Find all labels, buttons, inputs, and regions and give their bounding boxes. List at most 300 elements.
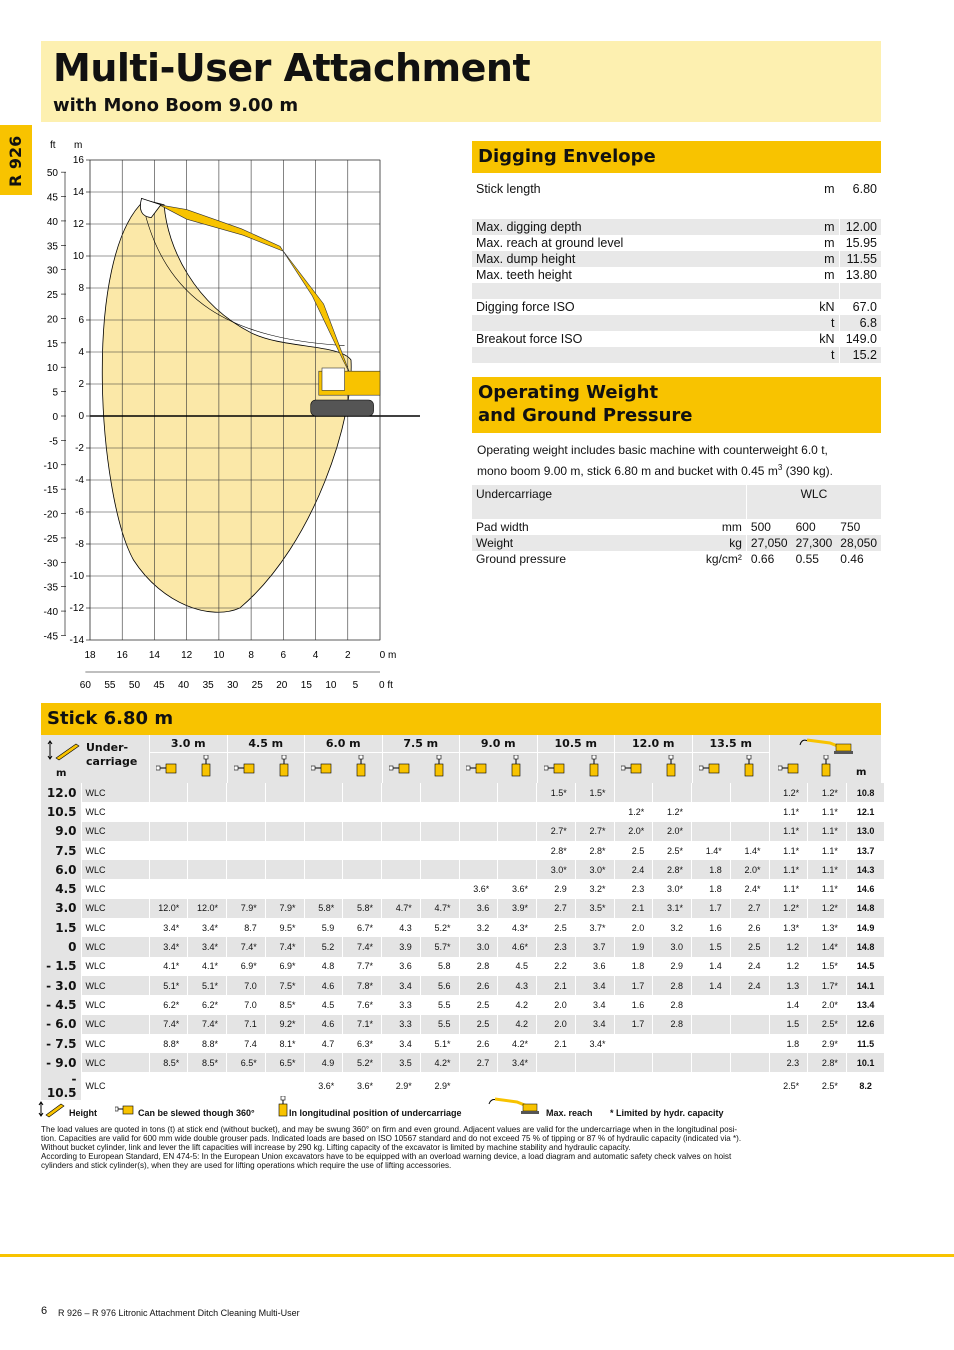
lift-value: 2.8 — [653, 976, 692, 995]
radius-column-header — [614, 735, 692, 783]
lift-value: 1.9 — [614, 937, 653, 956]
lift-value: 5.8 — [420, 957, 459, 976]
lift-value: 7.9* — [227, 899, 266, 918]
lift-value — [459, 860, 498, 879]
lift-value: 5.1* — [149, 976, 188, 995]
lift-value: 2.9 — [537, 879, 576, 898]
de-unit: m — [799, 219, 839, 235]
lift-value: 2.8* — [537, 841, 576, 860]
lift-header — [41, 735, 881, 783]
lift-value: 1.2* — [769, 899, 808, 918]
lift-value: 2.4 — [614, 860, 653, 879]
lift-value — [343, 783, 382, 802]
note-line: According to European Standard, EN 474-5: In the European Union excavators have to be equipped with an overload warning device, a load diagram and automatic safety check valves on hoist — [41, 1152, 732, 1161]
lift-value: 3.4* — [188, 937, 227, 956]
de-label — [472, 203, 799, 219]
de-value: 11.55 — [839, 251, 881, 267]
radius-label: 4.5 m — [228, 735, 305, 753]
lift-value — [188, 841, 227, 860]
lift-undercarriage: WLC — [81, 1072, 149, 1100]
lift-value: 1.8 — [692, 879, 731, 898]
de-unit: m — [799, 181, 839, 197]
de-unit: kN — [799, 331, 839, 347]
x-ft-tick: 35 — [202, 680, 214, 691]
legend — [41, 1100, 881, 1122]
lift-height: 12.0 — [41, 783, 81, 802]
lift-value: 2.6 — [459, 976, 498, 995]
lift-value: 2.8 — [653, 1015, 692, 1034]
lift-undercarriage: WLC — [81, 918, 149, 937]
lift-value: 2.7* — [575, 822, 614, 841]
lift-value — [382, 783, 421, 802]
ft-tick: -25 — [43, 533, 58, 545]
lift-value: 12.0* — [149, 899, 188, 918]
lift-value: 2.5* — [808, 1015, 847, 1034]
x-ft-tick: 30 — [227, 680, 239, 691]
de-unit: m — [799, 235, 839, 251]
slew-legend-icon — [115, 1103, 137, 1117]
lift-value — [343, 822, 382, 841]
lift-value: 2.0* — [730, 860, 769, 879]
operating-weight-title — [472, 377, 881, 433]
lift-value — [459, 802, 498, 821]
lift-value: 3.0* — [537, 860, 576, 879]
lift-value: 3.3 — [382, 995, 421, 1014]
lift-value: 7.4 — [227, 1034, 266, 1053]
ow-undercarriage-label: Undercarriage — [472, 485, 746, 519]
height-unit-header: m — [56, 768, 67, 779]
lift-value: 1.2 — [769, 957, 808, 976]
lift-value: 4.5 — [304, 995, 343, 1014]
lift-value: 3.7 — [575, 937, 614, 956]
ft-tick: -35 — [43, 582, 58, 594]
undercarriage-header-2: carriage — [86, 755, 138, 768]
de-label: Max. digging depth — [472, 219, 799, 235]
de-label — [472, 283, 799, 299]
lift-value: 2.9* — [382, 1072, 421, 1100]
lift-capacity-section — [41, 703, 881, 1100]
lift-max-reach: 10.8 — [846, 783, 885, 802]
lift-value — [382, 822, 421, 841]
lift-undercarriage: WLC — [81, 841, 149, 860]
de-unit — [799, 203, 839, 219]
max-reach-icon — [798, 735, 858, 755]
de-value — [839, 283, 881, 299]
legend-limited: * Limited by hydr. capacity — [610, 1108, 724, 1118]
lift-value: 8.5* — [149, 1053, 188, 1072]
legend-height: Height — [69, 1108, 97, 1118]
lift-value: 4.3 — [382, 918, 421, 937]
de-unit: m — [799, 251, 839, 267]
lift-undercarriage: WLC — [81, 995, 149, 1014]
ft-tick: 20 — [46, 314, 58, 326]
legend-longitudinal: In longitudinal position of undercarriage — [289, 1108, 462, 1118]
lift-height: 6.0 — [41, 860, 81, 879]
ft-tick: 45 — [46, 192, 58, 204]
ow-val2: 0.55 — [795, 552, 819, 566]
lift-value: 3.6* — [343, 1072, 382, 1100]
ow-text-sup: 3 — [777, 463, 783, 472]
lift-value: 7.0 — [227, 976, 266, 995]
lift-undercarriage: WLC — [81, 783, 149, 802]
lift-row — [41, 841, 885, 860]
lift-value: 3.4 — [575, 995, 614, 1014]
lift-row — [41, 957, 885, 976]
slew-icon — [699, 761, 725, 775]
de-label: Max. teeth height — [476, 268, 572, 282]
ow-val2: 600 — [795, 520, 816, 534]
lift-height: - 1.5 — [41, 957, 81, 976]
lift-max-reach: 13.0 — [846, 822, 885, 841]
slew-icon — [389, 761, 415, 775]
slew-icon — [778, 761, 804, 775]
x-ft-tick: 40 — [178, 680, 190, 691]
de-value: 15.2 — [839, 347, 881, 363]
lift-value: 2.8* — [808, 1053, 847, 1072]
radius-label: 9.0 m — [460, 735, 537, 753]
lift-value: 5.5 — [420, 995, 459, 1014]
lift-value: 2.8 — [459, 957, 498, 976]
lift-value: 4.1* — [188, 957, 227, 976]
lift-value: 2.9* — [420, 1072, 459, 1100]
lift-value — [692, 995, 731, 1014]
lift-value: 1.8 — [614, 957, 653, 976]
m-tick: -12 — [69, 603, 84, 614]
lift-value — [575, 1072, 614, 1100]
lift-value — [730, 1053, 769, 1072]
envelope-svg — [36, 136, 456, 696]
lift-max-reach: 8.2 — [846, 1072, 885, 1100]
lift-value — [382, 802, 421, 821]
ft-tick: 15 — [46, 338, 58, 350]
digging-envelope-row — [472, 235, 881, 251]
lift-value: 1.2* — [614, 802, 653, 821]
radius-column-header — [382, 735, 460, 783]
lift-row — [41, 995, 885, 1014]
m-tick: -6 — [75, 507, 84, 518]
lift-value: 3.6* — [498, 879, 537, 898]
radius-label: 12.0 m — [615, 735, 692, 753]
lift-value — [265, 841, 304, 860]
ft-tick: 0 — [52, 412, 58, 423]
de-unit: t — [799, 315, 839, 331]
reach-unit-header: m — [856, 767, 867, 778]
lift-height: 1.5 — [41, 918, 81, 937]
lift-value — [575, 802, 614, 821]
de-label: Breakout force ISO — [476, 332, 583, 346]
lift-value: 6.5* — [227, 1053, 266, 1072]
lift-value: 2.6 — [730, 918, 769, 937]
lift-value — [304, 841, 343, 860]
longitudinal-icon — [510, 755, 522, 777]
de-label: Max. dump height — [472, 251, 799, 267]
lift-value: 3.2 — [653, 918, 692, 937]
x-m-tick: 4 — [312, 650, 319, 661]
lift-value: 12.0* — [188, 899, 227, 918]
lift-value: 3.4 — [382, 1034, 421, 1053]
de-label: Digging force ISO — [476, 300, 575, 314]
de-value: 6.80 — [852, 182, 877, 196]
lift-value: 3.4 — [575, 976, 614, 995]
lift-value — [188, 860, 227, 879]
lift-row — [41, 879, 885, 898]
ft-tick: -40 — [43, 607, 58, 619]
lift-undercarriage: WLC — [81, 976, 149, 995]
de-value — [839, 203, 881, 219]
lift-value: 2.9 — [653, 957, 692, 976]
m-tick: -10 — [69, 571, 84, 582]
lift-value — [614, 1034, 653, 1053]
slew-icon — [466, 761, 492, 775]
lift-value — [265, 783, 304, 802]
lift-value: 1.7 — [692, 899, 731, 918]
lift-value: 1.7 — [614, 976, 653, 995]
lift-value — [149, 1072, 188, 1100]
lift-value: 2.5* — [808, 1072, 847, 1100]
lift-value — [265, 822, 304, 841]
lift-value: 2.0 — [614, 918, 653, 937]
lift-value — [730, 995, 769, 1014]
lift-value — [730, 1072, 769, 1100]
lift-value — [498, 802, 537, 821]
lift-value: 5.8* — [343, 899, 382, 918]
digging-envelope-row — [472, 299, 881, 315]
lift-value — [188, 802, 227, 821]
lift-value — [420, 841, 459, 860]
lift-value: 2.5 — [614, 841, 653, 860]
lift-value — [459, 783, 498, 802]
ft-tick: 10 — [46, 363, 58, 375]
m-tick: 8 — [78, 283, 84, 294]
digging-envelope-table — [472, 181, 881, 363]
lift-value: 1.7 — [614, 1015, 653, 1034]
de-value: 67.0 — [852, 300, 877, 314]
lift-value: 2.1 — [537, 976, 576, 995]
lift-value: 2.5 — [459, 1015, 498, 1034]
lift-value — [188, 822, 227, 841]
lift-value: 3.0* — [575, 860, 614, 879]
lift-value — [730, 1015, 769, 1034]
ft-tick: 50 — [46, 168, 58, 180]
lift-value — [304, 860, 343, 879]
lift-value: 2.8* — [653, 860, 692, 879]
lift-value: 1.4 — [692, 957, 731, 976]
undercarriage-header-1: Under- — [86, 741, 129, 754]
lift-value — [265, 879, 304, 898]
lift-value — [343, 802, 382, 821]
lift-value: 7.4* — [227, 937, 266, 956]
lift-height: - 9.0 — [41, 1053, 81, 1072]
lift-value: 2.1 — [614, 899, 653, 918]
lift-value: 1.1* — [769, 802, 808, 821]
lift-value: 4.3* — [498, 918, 537, 937]
lift-value: 4.6 — [304, 976, 343, 995]
lift-value: 1.4 — [692, 976, 731, 995]
lift-value: 7.4* — [188, 1015, 227, 1034]
lift-height: 3.0 — [41, 899, 81, 918]
lift-value — [692, 802, 731, 821]
de-unit: m — [799, 267, 839, 283]
ft-tick: -30 — [43, 558, 58, 570]
de-value: 12.00 — [839, 219, 881, 235]
lift-value — [382, 860, 421, 879]
lift-value: 2.7 — [459, 1053, 498, 1072]
m-tick: 0 — [78, 411, 84, 422]
lift-value: 7.7* — [343, 957, 382, 976]
radius-label: 7.5 m — [383, 735, 460, 753]
lift-value: 8.5* — [265, 995, 304, 1014]
lift-height: 10.5 — [41, 802, 81, 821]
lift-value: 1.5 — [692, 937, 731, 956]
longitudinal-legend-icon — [277, 1096, 289, 1118]
lift-undercarriage: WLC — [81, 937, 149, 956]
lift-value: 3.4* — [149, 918, 188, 937]
lift-value: 3.4* — [188, 918, 227, 937]
lift-value: 2.7 — [537, 899, 576, 918]
lift-value: 3.6* — [459, 879, 498, 898]
note-line: The load values are quoted in tons (t) at stick end (without bucket), and may be swung 360° on firm and even ground. Adjacent values are valid for the undercarriage when in the longitudinal posi- — [41, 1125, 738, 1134]
lift-value — [227, 1072, 266, 1100]
operating-weight-text — [472, 442, 881, 480]
de-label — [472, 347, 799, 363]
lift-value — [420, 860, 459, 879]
lift-value — [304, 783, 343, 802]
ow-text-a: mono boom 9.00 m, stick 6.80 m and bucket with 0.45 m — [477, 464, 778, 478]
lift-value: 2.9* — [808, 1034, 847, 1053]
lift-value — [343, 860, 382, 879]
page-title: Multi-User Attachment — [53, 46, 531, 90]
lift-value: 3.4 — [575, 1015, 614, 1034]
lift-value: 3.4 — [382, 976, 421, 995]
lift-value — [614, 1072, 653, 1100]
side-tab — [0, 125, 32, 195]
lift-value: 7.0 — [227, 995, 266, 1014]
ft-tick: -45 — [43, 631, 58, 643]
lift-row — [41, 1015, 885, 1034]
lift-height: - 6.0 — [41, 1015, 81, 1034]
lift-value: 4.2 — [498, 1015, 537, 1034]
lift-value — [382, 841, 421, 860]
x-m-tick: 8 — [248, 650, 254, 661]
x-ft-tick: 45 — [153, 680, 165, 691]
lift-value: 2.2 — [537, 957, 576, 976]
radius-label: 6.0 m — [305, 735, 382, 753]
lift-value: 7.1 — [227, 1015, 266, 1034]
m-tick: 10 — [72, 251, 84, 262]
lift-max-reach: 11.5 — [846, 1034, 885, 1053]
lift-height: - 10.5 — [41, 1072, 81, 1100]
ow-val3: 0.46 — [840, 552, 864, 566]
lift-value — [227, 841, 266, 860]
radius-column-header — [537, 735, 615, 783]
legend-max-reach: Max. reach — [546, 1108, 593, 1118]
lift-max-reach: 14.6 — [846, 879, 885, 898]
radius-column-header — [459, 735, 537, 783]
slew-icon — [311, 761, 337, 775]
lift-value: 2.6 — [459, 1034, 498, 1053]
x-m-tick: 6 — [280, 650, 287, 661]
ft-tick: 25 — [46, 290, 58, 302]
lift-value: 4.7* — [420, 899, 459, 918]
lift-max-reach: 13.7 — [846, 841, 885, 860]
lift-value: 6.2* — [149, 995, 188, 1014]
lift-value — [498, 783, 537, 802]
lift-value: 3.3 — [382, 1015, 421, 1034]
lift-value: 3.1* — [653, 899, 692, 918]
lift-value: 3.0* — [653, 879, 692, 898]
ft-unit: ft — [50, 140, 56, 151]
ft-tick: -5 — [49, 436, 58, 448]
ow-unit: kg — [676, 535, 746, 551]
lift-undercarriage: WLC — [81, 957, 149, 976]
lift-value: 8.7 — [227, 918, 266, 937]
max-reach-column-header — [769, 735, 885, 783]
lift-value: 1.1* — [769, 860, 808, 879]
lift-value: 4.7 — [304, 1034, 343, 1053]
ft-tick: -10 — [43, 460, 58, 472]
lift-value — [420, 783, 459, 802]
lift-value — [227, 860, 266, 879]
x-ft-tick: 10 — [325, 680, 337, 691]
longitudinal-icon — [588, 755, 600, 777]
lift-value: 1.1* — [808, 879, 847, 898]
lift-undercarriage: WLC — [81, 879, 149, 898]
de-value: 13.80 — [845, 268, 877, 282]
lift-value: 6.5* — [265, 1053, 304, 1072]
ft-tick: -15 — [43, 485, 58, 497]
lift-value — [304, 822, 343, 841]
operating-weight-table — [472, 485, 881, 567]
lift-value — [653, 1053, 692, 1072]
lift-value: 2.4* — [730, 879, 769, 898]
lift-row — [41, 1072, 885, 1100]
lift-value: 7.5* — [265, 976, 304, 995]
lift-value: 3.5 — [382, 1053, 421, 1072]
x-m-tick: 18 — [84, 650, 96, 661]
lift-value: 8.8* — [149, 1034, 188, 1053]
ow-row — [472, 535, 881, 551]
de-unit: kN — [799, 299, 839, 315]
lift-value: 4.6 — [304, 1015, 343, 1034]
lift-value — [653, 1034, 692, 1053]
notes — [41, 1125, 891, 1170]
lift-value: 2.0 — [537, 1015, 576, 1034]
lift-value: 2.0* — [808, 995, 847, 1014]
lift-row — [41, 1053, 885, 1072]
lift-value: 3.6 — [575, 957, 614, 976]
lift-value — [459, 841, 498, 860]
lift-value: 1.5* — [575, 783, 614, 802]
ow-val1: 0.66 — [750, 552, 775, 566]
lift-value: 1.3 — [769, 976, 808, 995]
footer-text: R 926 – R 976 Litronic Attachment Ditch Cleaning Multi-User — [58, 1308, 300, 1318]
lift-value: 4.2 — [498, 995, 537, 1014]
x-ft-tick: 25 — [251, 680, 263, 691]
radius-label: 13.5 m — [693, 735, 770, 753]
x-ft-tick: 5 — [352, 680, 359, 691]
lift-value — [459, 822, 498, 841]
lift-value — [692, 1034, 731, 1053]
lift-value — [730, 783, 769, 802]
lift-value: 6.2* — [188, 995, 227, 1014]
slew-icon — [621, 761, 647, 775]
lift-value — [343, 879, 382, 898]
lift-value: 1.4 — [769, 995, 808, 1014]
x-ft-tick: 50 — [128, 680, 141, 691]
digging-envelope-row — [472, 181, 881, 197]
lift-value: 1.3* — [808, 918, 847, 937]
ow-undercarriage-row — [472, 485, 881, 519]
